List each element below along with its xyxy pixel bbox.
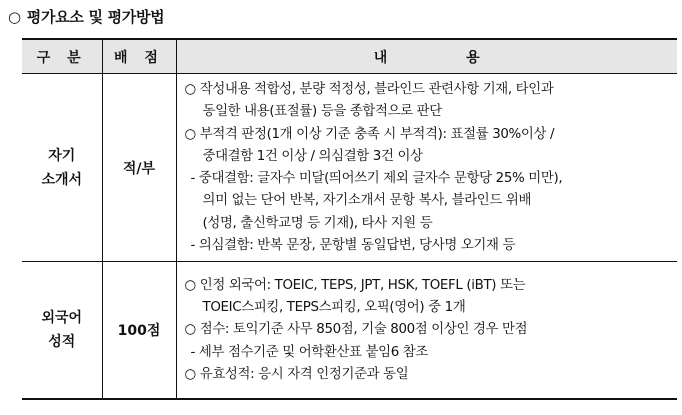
evaluation-table xyxy=(22,38,677,400)
category-line: 자기 xyxy=(48,147,76,164)
content-line: 동일한 내용(표절률) 등을 종합적으로 판단 xyxy=(202,104,442,120)
table-header-row xyxy=(22,39,677,74)
content-line: TOEIC스피킹, TEPS스피킹, 오픽(영어) 중 1개 xyxy=(202,300,466,316)
content-line: ○ 인정 외국어: TOEIC, TEPS, JPT, HSK, TOEFL (iBT) 또는 xyxy=(184,277,526,293)
score-cell: 적/부 xyxy=(102,74,176,262)
content-cell xyxy=(176,74,677,262)
section-heading xyxy=(8,6,164,27)
content-cell xyxy=(176,262,677,399)
content-line: - 세부 점수기준 및 어학환산표 붙임6 참조 xyxy=(190,344,428,360)
table-row-language xyxy=(22,262,677,399)
content-line: (성명, 출신학교명 등 기재), 타사 지원 등 xyxy=(202,215,433,231)
heading-bullet: ○ xyxy=(8,8,21,26)
table-row-self-intro xyxy=(22,74,677,262)
header-score: 배 점 xyxy=(102,39,176,74)
category-cell xyxy=(22,262,102,399)
category-line: 소개서 xyxy=(41,171,83,188)
content-line: 의미 없는 단어 반복, 자기소개서 문항 복사, 블라인드 위배 xyxy=(202,193,532,209)
content-line: - 의심결함: 반복 문장, 문항별 동일답변, 당사명 오기재 등 xyxy=(190,238,516,254)
header-category: 구 분 xyxy=(22,39,102,74)
category-line: 외국어 xyxy=(41,310,83,327)
header-content: 내 용 xyxy=(176,39,677,74)
content-line: 중대결함 1건 이상 / 의심결함 3건 이상 xyxy=(202,148,423,164)
score-cell: 100점 xyxy=(102,262,176,399)
content-line: ○ 작성내용 적합성, 분량 적정성, 블라인드 관련사항 기재, 타인과 xyxy=(184,82,554,97)
heading-title: 평가요소 및 평가방법 xyxy=(26,8,165,26)
content-line: ○ 유효성적: 응시 자격 인정기준과 동일 xyxy=(184,367,409,383)
content-line: ○ 부적격 판정(1개 이상 기준 충족 시 부적격): 표절률 30%이상 / xyxy=(184,126,555,142)
category-cell xyxy=(22,74,102,262)
content-line: ○ 점수: 토익기준 사무 850점, 기술 800점 이상인 경우 만점 xyxy=(184,322,528,338)
category-line: 성적 xyxy=(48,334,76,351)
content-line: - 중대결함: 글자수 미달(띄어쓰기 제외 글자수 문항당 25% 미만), xyxy=(190,171,563,187)
